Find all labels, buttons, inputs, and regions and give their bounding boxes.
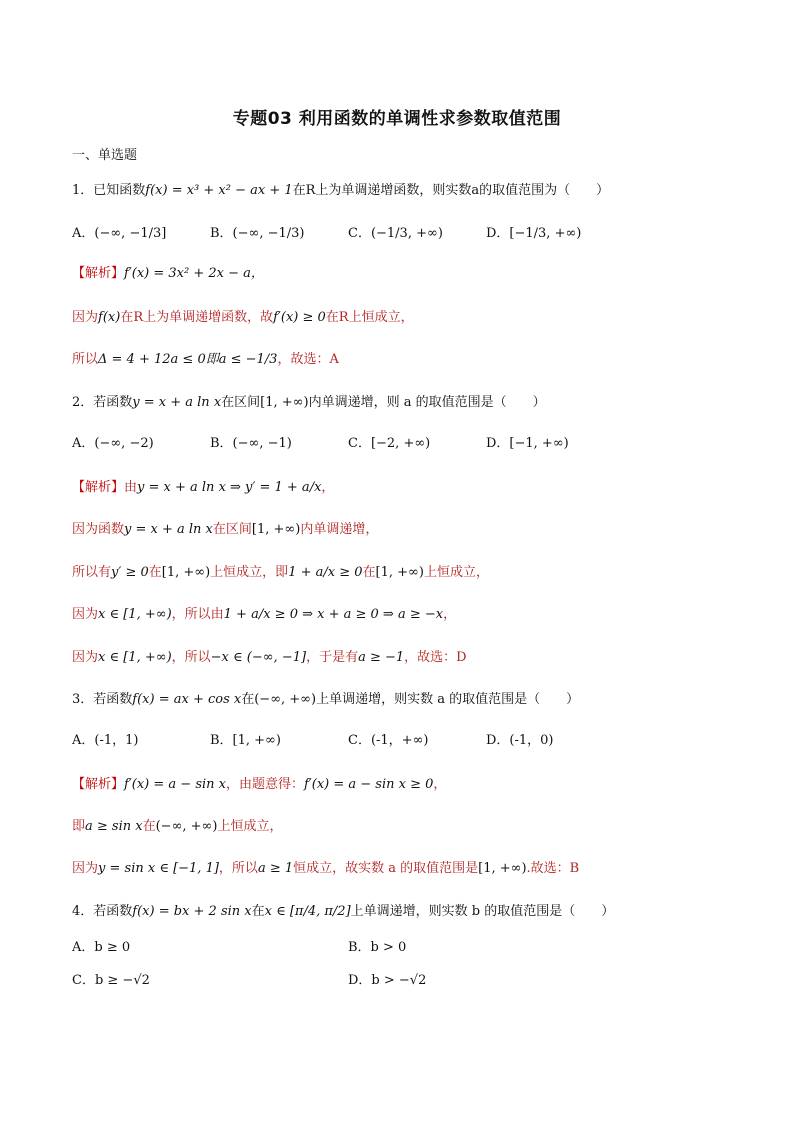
q4-option-a: A．b ≥ 0 (72, 940, 131, 955)
q2-sol1-post: ， (321, 480, 335, 495)
q3-sol3-mid: ，所以 (218, 861, 258, 876)
q3-stem-pre: 3．若函数 (72, 692, 133, 707)
question-2-stem (72, 393, 546, 413)
q3-solution-line-3 (72, 859, 579, 879)
q2-sol3-pre: 所以有 (72, 565, 112, 580)
q3-sol2-math2: (−∞, +∞) (155, 819, 218, 834)
q3-sol2-mid: 在 (142, 819, 156, 834)
q3-option-c: C．(-1，+∞) (348, 733, 429, 748)
q1-solution-tag: 【解析】 (72, 266, 125, 281)
q1-stem-post: 在R上为单调递增函数，则实数a的取值范围为（ ） (292, 183, 610, 198)
q1-stem-math: f(x) = x³ + x² − ax + 1 (145, 183, 293, 198)
q3-sol1-mid: ，由题意得： (225, 777, 304, 792)
q3-stem-math: f(x) = ax + cos x (132, 692, 242, 707)
page-title: 专题03 利用函数的单调性求参数取值范围 (232, 109, 562, 129)
q3-sol3-post: .故选：B (526, 861, 580, 876)
q1-solution-line-1 (72, 264, 264, 284)
q2-sol1-pre: 由 (124, 480, 138, 495)
q2-solution-line-4 (72, 605, 456, 625)
q2-sol5-mid: ，所以 (171, 650, 211, 665)
question-4-stem (72, 902, 614, 922)
q2-stem-post: 内单调递增，则 a 的取值范围是（ ） (308, 395, 546, 410)
q2-sol5-pre: 因为 (72, 650, 99, 665)
q2-sol5-math3: a ≥ −1 (358, 650, 405, 665)
q3-sol2-pre: 即 (72, 819, 86, 834)
q2-sol3-math2: [1, +∞) (161, 565, 211, 580)
q2-solution-line-5 (72, 648, 467, 668)
q1-sol2-pre: 因为 (72, 310, 99, 325)
q2-sol2-mid: 在区间 (212, 522, 252, 537)
q3-stem-math2: (−∞, +∞) (254, 692, 317, 707)
q3-stem-mid: 在 (241, 692, 255, 707)
q4-stem-mid: 在 (251, 904, 265, 919)
q3-solution-tag: 【解析】 (72, 777, 125, 792)
q3-sol3-pre: 因为 (72, 861, 99, 876)
q4-option-c: C．b ≥ −√2 (72, 973, 150, 988)
q2-sol3-mid2: 上恒成立，即 (210, 565, 289, 580)
q1-option-d: D．[−1/3, +∞) (486, 226, 582, 241)
q1-sol3-post: ，故选：A (277, 352, 339, 367)
q2-sol3-math4: [1, +∞) (375, 565, 424, 580)
q3-sol3-mid2: 恒成立，故实数 a 的取值范围是 (293, 861, 479, 876)
q2-stem-pre: 2．若函数 (72, 395, 133, 410)
q1-option-c: C．(−1/3, +∞) (348, 226, 443, 241)
q2-sol4-mid: ，所以由 (171, 607, 224, 622)
q2-sol4-math2: 1 + a/x ≥ 0 ⇒ x + a ≥ 0 ⇒ a ≥ −x (223, 607, 444, 622)
q2-sol1-math: y = x + a ln x ⇒ y′ = 1 + a/x (137, 480, 322, 495)
q2-sol5-math2: −x ∈ (−∞, −1] (210, 650, 307, 665)
q3-sol2-math: a ≥ sin x (85, 819, 143, 834)
q2-solution-line-3 (72, 563, 489, 583)
section-heading: 一、单选题 (72, 148, 138, 163)
q2-sol4-pre: 因为 (72, 607, 99, 622)
q3-sol2-post: 上恒成立， (217, 819, 283, 834)
q2-sol3-math: y′ ≥ 0 (111, 565, 149, 580)
q3-option-d: D．(-1，0) (486, 733, 554, 748)
q1-sol2-mid: 在R上为单调递增函数，故 (120, 310, 274, 325)
q1-option-b: B．(−∞, −1/3) (210, 226, 305, 241)
q2-stem-mid: 在区间 (221, 395, 261, 410)
q2-option-b: B．(−∞, −1) (210, 436, 292, 451)
q3-sol3-math2: a ≥ 1 (257, 861, 294, 876)
q1-stem-pre: 1．已知函数 (72, 183, 146, 198)
q1-sol1-math: f′(x) = 3x² + 2x − a， (124, 266, 264, 281)
q2-sol4-math: x ∈ [1, +∞) (98, 607, 172, 622)
q2-sol2-pre: 因为函数 (72, 522, 125, 537)
q3-solution-line-1 (72, 775, 446, 795)
q1-sol2-math2: f′(x) ≥ 0 (273, 310, 326, 325)
q2-sol2-math2: [1, +∞) (251, 522, 301, 537)
q2-sol3-post: 上恒成立， (423, 565, 489, 580)
q2-solution-line-1 (72, 478, 334, 498)
q1-option-a: A．(−∞, −1/3] (72, 226, 167, 241)
q2-solution-tag: 【解析】 (72, 480, 125, 495)
q2-sol5-math: x ∈ [1, +∞) (98, 650, 172, 665)
q2-sol2-post: 内单调递增， (300, 522, 379, 537)
q2-stem-math: y = x + a ln x (132, 395, 222, 410)
q3-sol3-math: y = sin x ∈ [−1, 1] (98, 861, 219, 876)
q3-option-b: B．[1, +∞) (210, 733, 281, 748)
q3-solution-line-2 (72, 817, 282, 837)
question-3-stem (72, 690, 579, 710)
q1-sol2-post: 在R上恒成立， (325, 310, 414, 325)
q2-stem-math2: [1, +∞) (260, 395, 309, 410)
q1-solution-line-2 (72, 308, 414, 328)
q2-option-c: C．[−2, +∞) (348, 436, 431, 451)
question-1-stem (72, 181, 609, 201)
q2-option-d: D．[−1, +∞) (486, 436, 569, 451)
q4-stem-math2: x ∈ [π/4, π/2] (264, 904, 351, 919)
q2-sol5-mid2: ，于是有 (306, 650, 359, 665)
q4-option-d: D．b > −√2 (348, 973, 427, 988)
q1-sol3-pre: 所以 (72, 352, 99, 367)
q4-stem-post: 上单调递增，则实数 b 的取值范围是（ ） (350, 904, 615, 919)
q4-option-b: B．b > 0 (348, 940, 407, 955)
q4-stem-math: f(x) = bx + 2 sin x (132, 904, 252, 919)
q2-sol3-mid3: 在 (362, 565, 376, 580)
q2-sol2-math: y = x + a ln x (124, 522, 213, 537)
q1-sol2-math1: f(x) (98, 310, 121, 325)
q2-sol3-mid: 在 (148, 565, 162, 580)
q2-sol3-math3: 1 + a/x ≥ 0 (288, 565, 363, 580)
q3-sol3-math3: [1, +∞) (478, 861, 527, 876)
q2-sol4-post: ， (443, 607, 457, 622)
q3-option-a: A．(-1，1) (72, 733, 139, 748)
q1-sol3-math: Δ = 4 + 12a ≤ 0即a ≤ −1/3 (98, 352, 278, 367)
q3-sol1-math: f′(x) = a − sin x (124, 777, 226, 792)
q4-stem-pre: 4．若函数 (72, 904, 133, 919)
q2-solution-line-2 (72, 520, 378, 540)
q2-option-a: A．(−∞, −2) (72, 436, 154, 451)
q3-sol1-math2: f′(x) = a − sin x ≥ 0 (304, 777, 434, 792)
q2-sol5-post: ，故选：D (404, 650, 467, 665)
q3-stem-post: 上单调递增，则实数 a 的取值范围是（ ） (316, 692, 580, 707)
q1-solution-line-3 (72, 350, 339, 370)
q3-sol1-post: ， (433, 777, 447, 792)
